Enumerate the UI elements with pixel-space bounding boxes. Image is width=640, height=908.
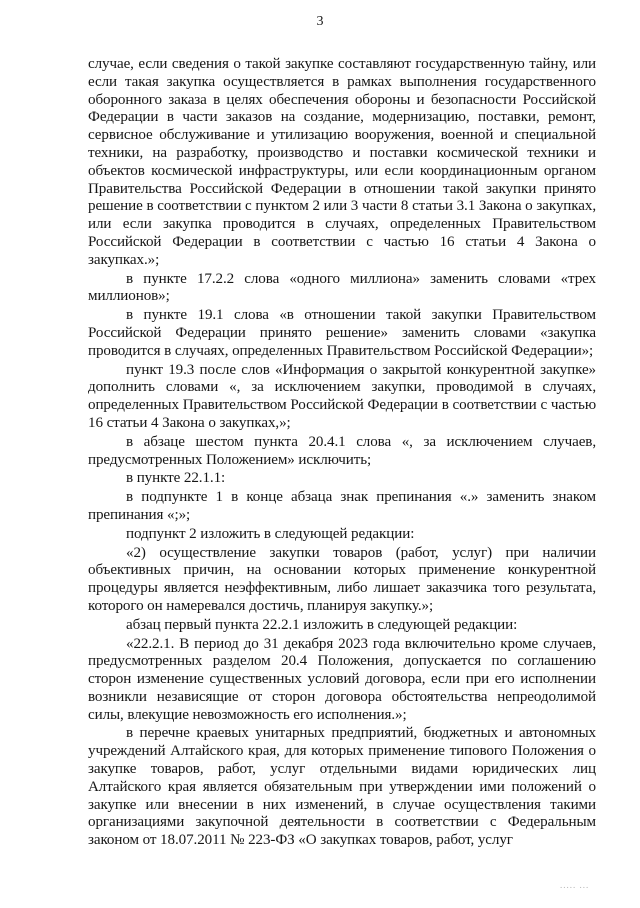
paragraph: в перечне краевых унитарных предприятий, бюджетных и автономных учреждений Алтайского края, для которых применение типового Положения о закупке товаров, работ, услуг отдельными видами юридических лиц Алтайского края является обязательным при утверждении ими положений о закупке или внесении в них изменений, в случае осуществления такими организациями закупочной деятельности в соответствии с Федеральным законом от 18.07.2011 № 223-ФЗ «О закупках товаров, работ, услуг: [88, 725, 596, 849]
paragraph: в пункте 19.1 слова «в отношении такой закупки Правительством Российской Федерации принято решение» заменить словами «закупка проводится в случаях, определенных Правительством Российской Федерации»;: [88, 307, 596, 359]
paragraph: в абзаце шестом пункта 20.4.1 слова «, за исключением случаев, предусмотренных Положением» исключить;: [88, 433, 596, 468]
paragraph: «2) осуществление закупки товаров (работ, услуг) при наличии объективных причин, на основании которых применение конкурентной процедуры является неэффективным, либо лишает заказчика того результата, которого он намеревался достичь, планируя закупку.»;: [88, 544, 596, 614]
paragraph: в пункте 22.1.1:: [126, 470, 226, 487]
page-number: 3: [316, 14, 324, 29]
paragraph: в пункте 17.2.2 слова «одного миллиона» заменить словами «трех миллионов»;: [88, 270, 596, 305]
scan-mark: ..... ...: [560, 880, 590, 890]
paragraph: «22.2.1. В период до 31 декабря 2023 года включительно кроме случаев, предусмотренных разделом 20.4 Положения, допускается по соглашению сторон изменение существенных условий договора, если при его исполнении возникли независящие от сторон договора обстоятельства непреодолимой силы, влекущие невозможность его исполнения.»;: [88, 635, 596, 723]
paragraph: абзац первый пункта 22.2.1 изложить в следующей редакции:: [126, 616, 518, 633]
paragraph: в подпункте 1 в конце абзаца знак препинания «.» заменить знаком препинания «;»;: [88, 489, 596, 523]
paragraph-continuation: случае, если сведения о такой закупке составляют государственную тайну, или если такая закупка осуществляется в рамках выполнения государственного оборонного заказа в целях обеспечения обороны и безопасности Российской Федерации в части заказов на создание, модернизацию, поставки, ремонт, сервисное обслуживание и утилизацию вооружения, военной и специальной техники, на разработку, производство и поставки космической техники и объектов космической инфраструктуры, или если координационным органом Правительства Российской Федерации в отношении такой закупки принято решение в соответствии с пунктом 2 или 3 части 8 статьи 3.1 Закона о закупках, или если закупка проводится в случаях, определенных Правительством Российской Федерации в соответствии с частью 16 статьи 4 Закона о закупках.»;: [88, 56, 596, 268]
paragraph: подпункт 2 изложить в следующей редакции:: [126, 525, 415, 542]
paragraph: пункт 19.3 после слов «Информация о закрытой конкурентной закупке» дополнить словами «, за исключением закупки, проводимой в случаях, определенных Правительством Российской Федерации в соответствии с частью 16 статьи 4 Закона о закупках,»;: [88, 361, 596, 431]
body-text: [88, 56, 596, 850]
